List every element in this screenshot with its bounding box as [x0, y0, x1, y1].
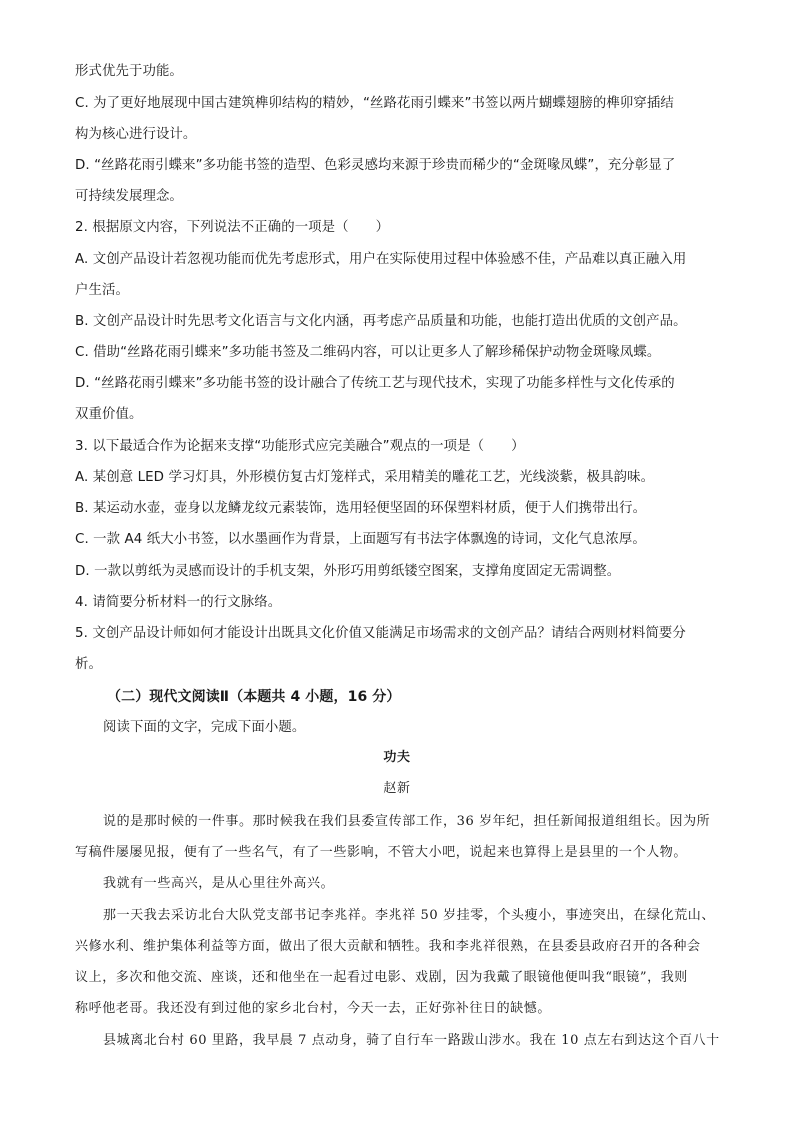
story-paragraph-line: 那一天我去采访北台大队党支部书记李兆祥。李兆祥 50 岁挂零，个头瘦小，事迹突出，在绿化荒山、 [103, 908, 716, 923]
text-line: 户生活。 [75, 283, 129, 298]
question-5: 5. 文创产品设计师如何才能设计出既具文化价值又能满足市场需求的文创产品？请结合两则材料简要分 [75, 626, 686, 641]
option-c-line: C. 为了更好地展现中国古建筑榫卯结构的精妙，“丝路花雨引蝶来”书签以两片蝴蝶翅膀的榫卯穿插结 [75, 96, 674, 111]
story-author: 赵新 [383, 781, 411, 796]
story-paragraph-line: 我就有一些高兴，是从心里往外高兴。 [103, 876, 335, 891]
option-d-line: D. 一款以剪纸为灵感而设计的手机支架，外形巧用剪纸镂空图案，支撑角度固定无需调整。 [75, 564, 621, 579]
story-paragraph-line: 写稿件屡屡见报，便有了一些名气，有了一些影响，不管大小吧，说起来也算得上是县里的一个人物。 [75, 845, 688, 860]
story-paragraph-line: 议上，多次和他交流、座谈，还和他坐在一起看过电影、戏剧，因为我戴了眼镜他便叫我“眼镜”，我则 [75, 970, 688, 985]
text-line: 形式优先于功能。 [75, 64, 183, 79]
option-c-line: C. 借助“丝路花雨引蝶来”多功能书签及二维码内容，可以让更多人了解珍稀保护动物金斑喙凤蝶。 [75, 345, 661, 360]
option-b-line: B. 某运动水壶，壶身以龙鳞龙纹元素装饰，选用轻便坚固的环保塑料材质，便于人们携带出行。 [75, 501, 647, 516]
question-4: 4. 请简要分析材料一的行文脉络。 [75, 595, 282, 610]
option-a-line: A. 某创意 LED 学习灯具，外形模仿复古灯笼样式，采用精美的雕花工艺，光线淡紫，极具韵味。 [75, 470, 655, 485]
story-paragraph-line: 兴修水利、维护集体利益等方面，做出了很大贡献和牺牲。我和李兆祥很熟，在县委县政府召开的各种会 [75, 939, 701, 954]
option-b-line: B. 文创产品设计时先思考文化语言与文化内涵，再考虑产品质量和功能，也能打造出优质的文创产品。 [75, 314, 687, 329]
option-d-line: D. “丝路花雨引蝶来”多功能书签的造型、色彩灵感均来源于珍贵而稀少的“金斑喙凤蝶”，充分彰显了 [75, 158, 676, 173]
section-heading: （二）现代文阅读Ⅱ（本题共 4 小题，16 分） [107, 689, 401, 705]
story-title: 功夫 [383, 750, 411, 765]
story-paragraph-line: 说的是那时候的一件事。那时候我在我们县委宣传部工作，36 岁年纪，担任新闻报道组组长。因为所 [103, 814, 711, 829]
option-d-line: D. “丝路花雨引蝶来”多功能书签的设计融合了传统工艺与现代技术，实现了功能多样性与文化传承的 [75, 376, 675, 391]
story-paragraph-line: 称呼他老哥。我还没有到过他的家乡北台村，今天一去，正好弥补往日的缺憾。 [75, 1001, 552, 1016]
text-line: 构为核心进行设计。 [75, 127, 197, 142]
text-line: 双重价值。 [75, 407, 143, 422]
text-line: 可持续发展理念。 [75, 189, 183, 204]
question-2: 2. 根据原文内容，下列说法不正确的一项是（ ） [75, 220, 390, 235]
section-instruction: 阅读下面的文字，完成下面小题。 [103, 720, 306, 735]
option-a-line: A. 文创产品设计若忽视功能而优先考虑形式，用户在实际使用过程中体验感不佳，产品难以真正融入用 [75, 252, 687, 267]
text-line: 析。 [75, 657, 102, 672]
option-c-line: C. 一款 A4 纸大小书签，以水墨画作为背景，上面题写有书法字体飘逸的诗词，文化气息浓厚。 [75, 532, 646, 547]
story-paragraph-line: 县城离北台村 60 里路，我早晨 7 点动身，骑了自行车一路跋山涉水。我在 10 点左右到达这个百八十 [103, 1033, 720, 1048]
question-3: 3. 以下最适合作为论据来支撑“功能形式应完美融合”观点的一项是（ ） [75, 439, 525, 454]
